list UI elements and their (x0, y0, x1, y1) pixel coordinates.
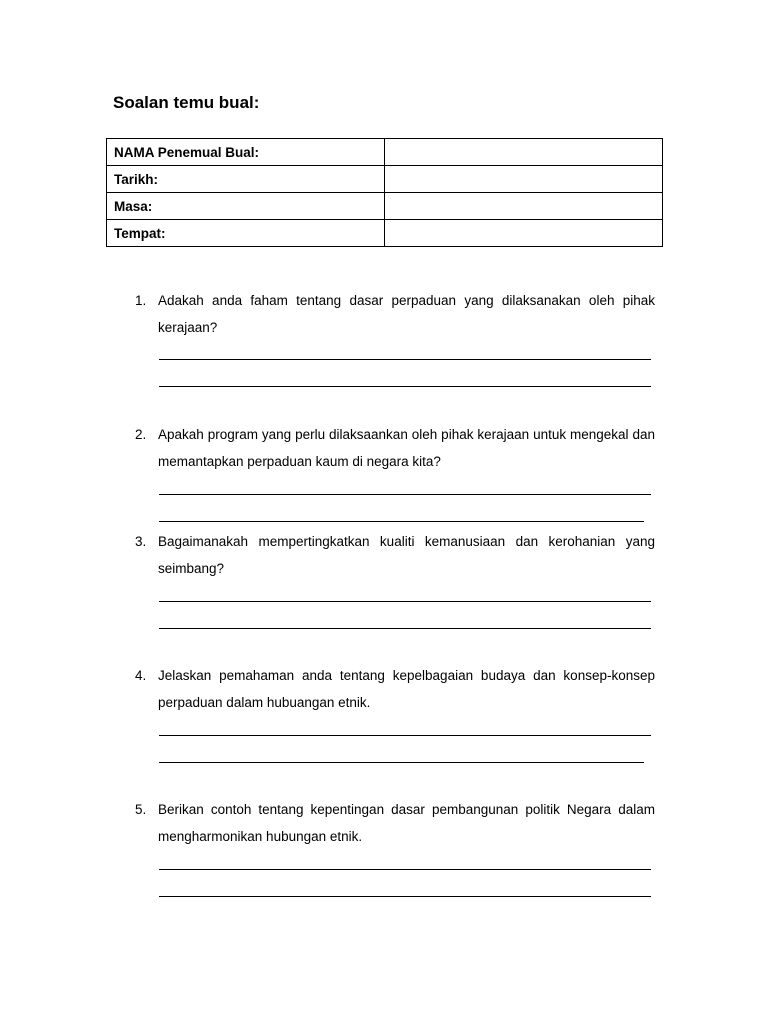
table-value-tempat[interactable] (385, 220, 663, 247)
answer-line[interactable] (159, 386, 651, 387)
table-value-nama[interactable] (385, 139, 663, 166)
page-title: Soalan temu bual: (113, 93, 260, 112)
answer-line[interactable] (159, 896, 651, 897)
table-row (107, 193, 663, 220)
answer-line[interactable] (159, 869, 651, 870)
question-number: 5. (135, 802, 147, 817)
question-text: Apakah program yang perlu dilaksaankan oleh pihak kerajaan untuk mengekal dan memantapkan perpaduan kaum di negara kita? (158, 427, 655, 469)
question-1 (135, 287, 655, 341)
question-text: Adakah anda faham tentang dasar perpaduan yang dilaksanakan oleh pihak kerajaan? (158, 293, 655, 335)
question-number: 1. (135, 293, 147, 308)
answer-line[interactable] (159, 521, 644, 522)
answer-line[interactable] (159, 735, 651, 736)
question-text: Jelaskan pemahaman anda tentang kepelbagaian budaya dan konsep-konsep perpaduan dalam hubuangan etnik. (158, 668, 655, 710)
question-number: 3. (135, 534, 147, 549)
question-2 (135, 421, 655, 475)
table-label-tarikh: Tarikh: (107, 166, 385, 193)
question-text: Berikan contoh tentang kepentingan dasar pembangunan politik Negara dalam mengharmonikan hubungan etnik. (158, 802, 655, 844)
table-row (107, 220, 663, 247)
question-number: 4. (135, 668, 147, 683)
table-value-tarikh[interactable] (385, 166, 663, 193)
answer-line[interactable] (159, 628, 651, 629)
table-label-masa: Masa: (107, 193, 385, 220)
question-5 (135, 796, 655, 850)
table-label-tempat: Tempat: (107, 220, 385, 247)
table-row (107, 139, 663, 166)
table-label-nama: NAMA Penemual Bual: (107, 139, 385, 166)
answer-line[interactable] (159, 601, 651, 602)
table-value-masa[interactable] (385, 193, 663, 220)
table-row (107, 166, 663, 193)
answer-line[interactable] (159, 494, 651, 495)
question-4 (135, 662, 655, 716)
question-text: Bagaimanakah mempertingkatkan kualiti kemanusiaan dan kerohanian yang seimbang? (158, 534, 655, 576)
question-3 (135, 528, 655, 582)
question-number: 2. (135, 427, 147, 442)
answer-line[interactable] (159, 359, 651, 360)
answer-line[interactable] (159, 762, 644, 763)
interview-info-table (106, 138, 663, 247)
